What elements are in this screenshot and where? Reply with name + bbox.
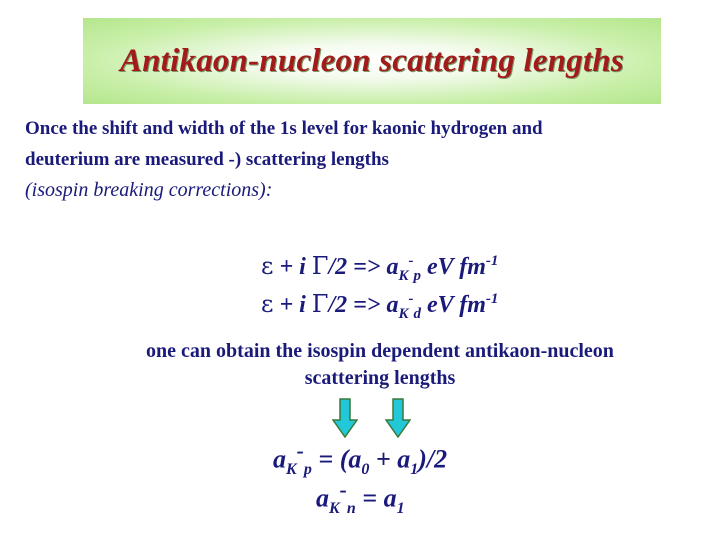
isospin-paragraph	[50, 338, 710, 392]
eq-plus-i: + i	[273, 254, 312, 280]
slide-title: Antikaon-nucleon scattering lengths	[120, 42, 624, 79]
res-sub1: 1	[410, 460, 419, 478]
res-sub-k: K	[286, 460, 297, 478]
intro-line-3: (isospin breaking corrections):	[25, 179, 273, 201]
gamma-symbol: Γ	[311, 252, 329, 280]
isospin-line-2: scattering lengths	[304, 367, 456, 389]
equation-hydrogen	[261, 252, 498, 285]
eq-sub-k: K	[398, 305, 409, 322]
eq-sub-target: d	[413, 305, 421, 322]
eq-sub-target: p	[413, 267, 421, 284]
eq-sub-k: K	[398, 267, 409, 284]
epsilon-symbol: ε	[261, 252, 274, 280]
isospin-line-1: one can obtain the isospin dependent antikaon-nucleon	[146, 340, 614, 362]
res-sub-k: K	[329, 499, 340, 517]
eq-minus: -	[408, 253, 414, 269]
res-sub-target: p	[303, 460, 312, 478]
res-tail: )/2	[418, 444, 448, 474]
eq-over2: /2 => a	[328, 254, 399, 280]
down-arrow-icon	[332, 398, 358, 438]
res-eq: = a	[355, 483, 397, 513]
eq-exp: -1	[485, 253, 499, 269]
eq-unit: eV fm	[420, 254, 486, 280]
eq-minus: -	[408, 291, 414, 307]
res-a: a	[273, 444, 286, 474]
res-sub1: 1	[396, 499, 405, 517]
result-k-minus-p	[273, 439, 447, 479]
res-a: a	[316, 483, 329, 513]
intro-line-1: Once the shift and width of the 1s level for kaonic hydrogen and	[25, 118, 543, 139]
res-eq: = (a	[311, 444, 362, 474]
res-plus: + a	[369, 444, 411, 474]
eq-over2: /2 => a	[328, 292, 399, 318]
intro-paragraph	[25, 113, 705, 206]
result-k-minus-n	[316, 478, 405, 518]
down-arrow-icon	[385, 398, 411, 438]
intro-line-2: deuterium are measured -) scattering lengths	[25, 149, 389, 170]
res-sub0: 0	[361, 460, 370, 478]
gamma-symbol: Γ	[311, 290, 329, 318]
equation-deuterium	[261, 290, 498, 323]
res-sub-target: n	[346, 499, 356, 517]
res-minus: -	[296, 439, 304, 463]
epsilon-symbol: ε	[261, 290, 274, 318]
eq-unit: eV fm	[420, 292, 486, 318]
eq-exp: -1	[485, 291, 499, 307]
res-minus: -	[339, 478, 347, 502]
eq-plus-i: + i	[273, 292, 312, 318]
title-banner	[83, 18, 661, 104]
